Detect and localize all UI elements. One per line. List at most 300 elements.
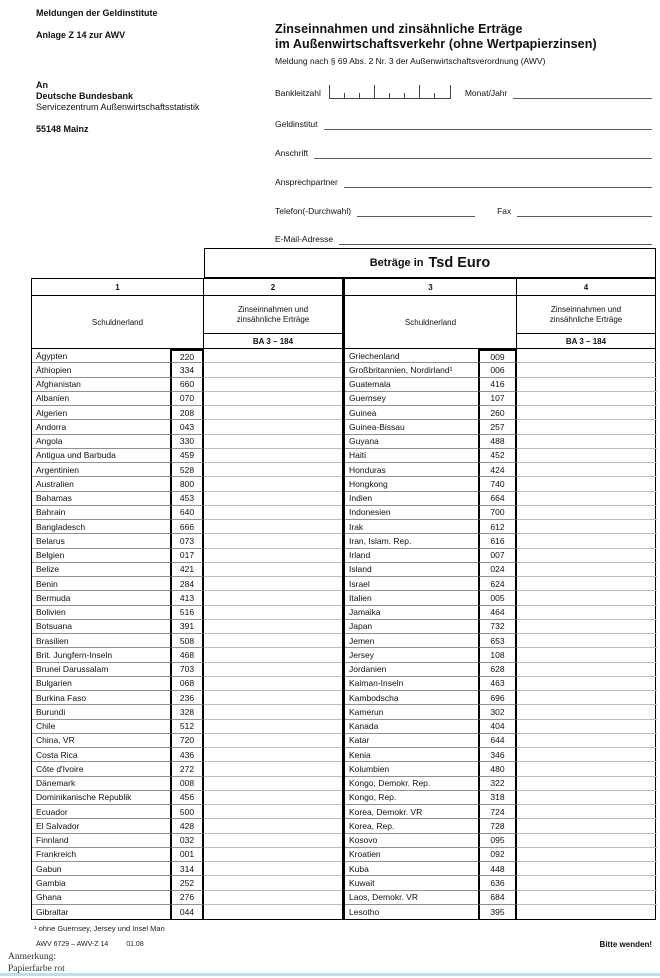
country-code: 508: [170, 634, 204, 648]
table-row: [32, 663, 342, 677]
country-code: 459: [170, 449, 204, 463]
table-row: [345, 435, 657, 449]
country-name: Bolivien: [32, 606, 170, 620]
table-row: [345, 577, 657, 591]
ansprechpartner-label: Ansprechpartner: [275, 177, 338, 187]
country-code: 404: [478, 720, 517, 734]
country-code: 070: [170, 392, 204, 406]
amount-cell[interactable]: [204, 420, 342, 434]
country-code: 073: [170, 534, 204, 548]
ba-code-right: BA 3 – 184: [517, 333, 655, 348]
amount-cell[interactable]: [204, 534, 342, 548]
country-code: 500: [170, 805, 204, 819]
bankleitzahl-row: [275, 86, 652, 99]
recipient-dept: Servicezentrum Außenwirtschaftsstatistik: [36, 102, 200, 112]
amount-cell[interactable]: [204, 777, 342, 791]
country-name: Ecuador: [32, 805, 170, 819]
table-row: [32, 392, 342, 406]
table-row: [345, 463, 657, 477]
form-title-line1: Zinseinnahmen und zinsähnliche Erträge: [275, 22, 523, 36]
form-number: AWV 6729 – AWV-Z 14: [36, 941, 109, 948]
ba-code-left: BA 3 – 184: [204, 333, 342, 348]
country-name: Großbritannien, Nordirland¹: [345, 363, 478, 377]
country-code: 334: [170, 363, 204, 377]
bankleitzahl-digit-cell[interactable]: [375, 85, 390, 98]
geldinstitut-label: Geldinstitut: [275, 119, 318, 129]
country-name: Côte d'Ivoire: [32, 762, 170, 776]
country-name: Korea, Demokr. VR: [345, 805, 478, 819]
country-name: Irak: [345, 520, 478, 534]
amount-cell[interactable]: [517, 648, 657, 662]
table-grid: [31, 278, 656, 920]
amount-cell[interactable]: [517, 762, 657, 776]
amount-cell[interactable]: [204, 406, 342, 420]
country-code: 107: [478, 392, 517, 406]
schuldnerland-header-right: Schuldnerland: [345, 296, 517, 348]
country-code: 346: [478, 748, 517, 762]
bankleitzahl-digit-cell[interactable]: [405, 85, 420, 98]
country-name: Hongkong: [345, 477, 478, 491]
country-name: Lesotho: [349, 906, 380, 917]
amount-cell[interactable]: [517, 463, 657, 477]
country-name: Korea, Rep.: [345, 819, 478, 833]
bankleitzahl-digit-cell[interactable]: [345, 85, 360, 98]
table-row: [345, 720, 657, 734]
form-number-line: [36, 941, 144, 948]
email-input[interactable]: [339, 234, 652, 245]
report-type-label: Meldungen der Geldinstitute: [36, 8, 158, 18]
table-row: [345, 591, 657, 605]
country-code: 284: [170, 577, 204, 591]
table-row: [32, 449, 342, 463]
amount-cell[interactable]: [517, 392, 657, 406]
amount-cell[interactable]: [204, 891, 342, 905]
country-code: 612: [478, 520, 517, 534]
table-row: [345, 762, 657, 776]
table-row: [345, 378, 657, 392]
country-name: Irland: [345, 549, 478, 563]
country-code: 653: [478, 634, 517, 648]
country-name: Bahrain: [32, 506, 170, 520]
zins-header-left: [204, 296, 342, 348]
table-row: [345, 663, 657, 677]
country-name: Albanien: [32, 392, 170, 406]
country-name: Algerien: [32, 406, 170, 420]
amount-cell[interactable]: [204, 492, 342, 506]
email-label: E-Mail-Adresse: [275, 234, 334, 244]
amount-cell[interactable]: [517, 549, 657, 563]
turn-over-note: Bitte wenden!: [599, 940, 652, 949]
fax-input[interactable]: [517, 206, 652, 217]
table-row: [32, 834, 342, 848]
form-date: 01.08: [126, 941, 144, 948]
amount-cell[interactable]: [517, 777, 657, 791]
table-row: [32, 876, 342, 890]
country-code: 464: [478, 606, 517, 620]
bankleitzahl-digit-cell[interactable]: [390, 85, 405, 98]
country-code: 740: [478, 477, 517, 491]
table-row: [345, 420, 657, 434]
country-name: Angola: [32, 435, 170, 449]
amount-cell[interactable]: [204, 691, 342, 705]
country-name: Frankreich: [32, 848, 170, 862]
amount-cell[interactable]: [204, 620, 342, 634]
amount-cell[interactable]: [517, 848, 657, 862]
table-row: [32, 705, 342, 719]
amount-cell[interactable]: [204, 791, 342, 805]
country-name: Israel: [345, 577, 478, 591]
country-name: Iran, Islam. Rep.: [345, 534, 478, 548]
amount-cell[interactable]: [204, 392, 342, 406]
table-row: [345, 534, 657, 548]
amount-cell[interactable]: [517, 734, 657, 748]
column-number-3: 3: [345, 279, 517, 295]
amount-cell[interactable]: [517, 677, 657, 691]
country-name: Haiti: [345, 449, 478, 463]
amount-cell[interactable]: [517, 805, 657, 819]
country-code: 728: [478, 819, 517, 833]
amount-cell[interactable]: [517, 720, 657, 734]
bankleitzahl-label: Bankleitzahl: [275, 88, 321, 98]
country-code: 252: [170, 876, 204, 890]
table-row: [32, 349, 342, 363]
table-row: [32, 506, 342, 520]
amount-cell[interactable]: [204, 435, 342, 449]
amount-cell[interactable]: [517, 577, 657, 591]
table-row: [32, 620, 342, 634]
amount-cell[interactable]: [517, 634, 657, 648]
country-code: 800: [170, 477, 204, 491]
form-title-line2: im Außenwirtschaftsverkehr (ohne Wertpapierzinsen): [275, 37, 597, 51]
amount-cell[interactable]: [517, 891, 657, 905]
ansprechpartner-row: [275, 175, 652, 188]
amount-cell[interactable]: [204, 705, 342, 719]
amount-cell[interactable]: [517, 591, 657, 605]
country-code: 068: [170, 677, 204, 691]
recipient-name: Deutsche Bundesbank: [36, 91, 134, 101]
country-name: Brasilien: [32, 634, 170, 648]
amount-cell[interactable]: [204, 363, 342, 377]
country-name: Kambodscha: [345, 691, 478, 705]
table-body: [32, 349, 655, 919]
amount-cell[interactable]: [517, 905, 657, 919]
country-name: Andorra: [32, 420, 170, 434]
amount-cell[interactable]: [204, 349, 342, 363]
amount-cell[interactable]: [204, 762, 342, 776]
country-code: 032: [170, 834, 204, 848]
country-code: 452: [478, 449, 517, 463]
table-row: [32, 762, 342, 776]
amount-cell[interactable]: [204, 449, 342, 463]
table-row: [345, 777, 657, 791]
country-code: 236: [170, 691, 204, 705]
table-row: [32, 606, 342, 620]
table-row: [32, 648, 342, 662]
country-code: 095: [478, 834, 517, 848]
column-number-1: 1: [32, 279, 204, 295]
amount-cell[interactable]: [204, 663, 342, 677]
amount-cell[interactable]: [204, 648, 342, 662]
table-row: [345, 891, 657, 905]
telefon-label: Telefon(-Durchwahl): [275, 206, 352, 216]
amount-cell[interactable]: [517, 406, 657, 420]
amount-cell[interactable]: [204, 378, 342, 392]
amount-cell[interactable]: [204, 905, 342, 919]
table-row: [32, 634, 342, 648]
table-row: [345, 748, 657, 762]
amount-cell[interactable]: [517, 449, 657, 463]
table-row: [345, 734, 657, 748]
table-row: [345, 449, 657, 463]
country-name: Chile: [32, 720, 170, 734]
recipient-city: 55148 Mainz: [36, 124, 89, 134]
country-code: 724: [478, 805, 517, 819]
amount-cell[interactable]: [204, 734, 342, 748]
table-row: [32, 591, 342, 605]
table-row: [32, 420, 342, 434]
amount-cell[interactable]: [204, 506, 342, 520]
zins-header-right: [517, 296, 655, 348]
table-row: [32, 577, 342, 591]
country-name: Belarus: [32, 534, 170, 548]
table-row: [32, 363, 342, 377]
country-name: Antigua und Barbuda: [32, 449, 170, 463]
country-code: 005: [478, 591, 517, 605]
country-code: 220: [170, 349, 204, 363]
country-name: Guinea-Bissau: [345, 420, 478, 434]
amount-cell[interactable]: [204, 862, 342, 876]
amount-cell[interactable]: [517, 506, 657, 520]
amount-cell[interactable]: [204, 606, 342, 620]
country-name: Kolumbien: [345, 762, 478, 776]
country-code: 322: [478, 777, 517, 791]
amount-cell[interactable]: [517, 663, 657, 677]
country-code: 395: [478, 905, 517, 919]
table-row: [32, 492, 342, 506]
amount-cell[interactable]: [517, 534, 657, 548]
country-name: Belize: [32, 563, 170, 577]
amounts-header-label: Beträge in: [369, 257, 424, 269]
telefon-input[interactable]: [357, 206, 475, 217]
country-code: 421: [170, 563, 204, 577]
country-name: Indien: [345, 492, 478, 506]
country-name: Jersey: [345, 648, 478, 662]
country-name: Brit. Jungfern-Inseln: [32, 648, 170, 662]
fax-label: Fax: [497, 206, 512, 216]
amount-cell[interactable]: [517, 420, 657, 434]
table-row: [32, 734, 342, 748]
country-name: Afghanistan: [32, 378, 170, 392]
annotation-line2: Papierfarbe rot: [8, 963, 65, 974]
country-code: 616: [478, 534, 517, 548]
bankleitzahl-digit-cell[interactable]: [435, 85, 450, 98]
amount-cell[interactable]: [517, 620, 657, 634]
country-name: Island: [345, 563, 478, 577]
table-row: [345, 492, 657, 506]
country-code: 302: [478, 705, 517, 719]
country-code: 468: [170, 648, 204, 662]
country-code: 512: [170, 720, 204, 734]
country-name: Ägypten: [32, 349, 170, 363]
country-name: Guernsey: [345, 392, 478, 406]
country-name: Argentinien: [32, 463, 170, 477]
table-row: [345, 363, 657, 377]
amount-cell[interactable]: [517, 477, 657, 491]
scan-edge-line: [0, 973, 660, 976]
amount-cell[interactable]: [204, 720, 342, 734]
sender-block: [36, 8, 200, 135]
country-name: Kosovo: [345, 834, 478, 848]
bankleitzahl-digit-cell[interactable]: [330, 85, 345, 98]
table-row: [345, 406, 657, 420]
amount-cell[interactable]: [517, 563, 657, 577]
table-row: [345, 819, 657, 833]
table-row: [345, 791, 657, 805]
table-row: [345, 506, 657, 520]
country-code: 260: [478, 406, 517, 420]
country-code: 644: [478, 734, 517, 748]
table-row: [32, 534, 342, 548]
table-row: [32, 378, 342, 392]
column-number-row: [32, 279, 655, 296]
country-code: 660: [170, 378, 204, 392]
country-name: Dominikanische Republik: [32, 791, 170, 805]
country-name: Ghana: [32, 891, 170, 905]
amount-cell[interactable]: [204, 477, 342, 491]
country-code: 092: [478, 848, 517, 862]
amount-cell[interactable]: [517, 363, 657, 377]
country-name: Bulgarien: [32, 677, 170, 691]
country-code: 007: [478, 549, 517, 563]
amount-cell[interactable]: [517, 876, 657, 890]
amount-cell[interactable]: [517, 748, 657, 762]
amount-cell[interactable]: [204, 805, 342, 819]
country-code: 272: [170, 762, 204, 776]
amount-cell[interactable]: [204, 591, 342, 605]
amount-cell[interactable]: [204, 549, 342, 563]
bankleitzahl-input[interactable]: [329, 85, 451, 99]
monat-jahr-label: Monat/Jahr: [464, 88, 508, 98]
amount-cell[interactable]: [517, 691, 657, 705]
country-name: Gambia: [32, 876, 170, 890]
amount-cell[interactable]: [204, 819, 342, 833]
country-name: Gibraltar: [36, 906, 69, 917]
country-name: Jemen: [345, 634, 478, 648]
amount-cell[interactable]: [517, 492, 657, 506]
table-row: [345, 549, 657, 563]
ansprechpartner-input[interactable]: [344, 177, 652, 188]
table-row: [345, 848, 657, 862]
country-code: 640: [170, 506, 204, 520]
footnote: ¹ ohne Guernsey, Jersey und Insel Man: [34, 924, 165, 933]
amount-cell[interactable]: [204, 848, 342, 862]
monat-jahr-input[interactable]: [513, 88, 652, 99]
zins-label-line2: zinsähnliche Erträge: [549, 314, 623, 324]
country-name: Botsuana: [32, 620, 170, 634]
country-name: Burundi: [32, 705, 170, 719]
amount-cell[interactable]: [204, 563, 342, 577]
amount-cell[interactable]: [517, 520, 657, 534]
country-name: Jordanien: [345, 663, 478, 677]
title-block: [275, 22, 655, 66]
form-subtitle: Meldung nach § 69 Abs. 2 Nr. 3 der Außenwirtschaftsverordnung (AWV): [275, 56, 546, 66]
table-row: [32, 848, 342, 862]
table-row: [345, 805, 657, 819]
table-row: [32, 819, 342, 833]
country-code: 257: [478, 420, 517, 434]
paper-color-annotation: [8, 952, 65, 975]
country-code: 628: [478, 663, 517, 677]
amount-cell[interactable]: [517, 435, 657, 449]
amount-cell[interactable]: [517, 834, 657, 848]
table-row: [345, 705, 657, 719]
table-row: [32, 805, 342, 819]
table-row: [345, 349, 657, 363]
amount-cell[interactable]: [204, 577, 342, 591]
table-row: [32, 463, 342, 477]
table-row: [345, 876, 657, 890]
table-row: [32, 549, 342, 563]
amount-cell[interactable]: [517, 378, 657, 392]
amount-cell[interactable]: [517, 862, 657, 876]
amount-cell[interactable]: [517, 606, 657, 620]
column-number-4: 4: [583, 282, 589, 292]
country-name: Guyana: [345, 435, 478, 449]
bankleitzahl-digit-cell[interactable]: [420, 85, 435, 98]
country-name: Bangladesch: [32, 520, 170, 534]
table-row: [345, 691, 657, 705]
amount-cell[interactable]: [517, 819, 657, 833]
amount-cell[interactable]: [204, 834, 342, 848]
country-name: Brunei Darussalam: [32, 663, 170, 677]
country-name: Belgien: [32, 549, 170, 563]
left-country-rows: [32, 349, 342, 919]
country-name: Kenia: [345, 748, 478, 762]
bankleitzahl-digit-cell[interactable]: [360, 85, 375, 98]
amount-cell[interactable]: [204, 520, 342, 534]
geldinstitut-input[interactable]: [324, 119, 652, 130]
geldinstitut-row: [275, 117, 652, 130]
country-code: 391: [170, 620, 204, 634]
country-code: 008: [170, 777, 204, 791]
amount-cell[interactable]: [204, 748, 342, 762]
country-code: 330: [170, 435, 204, 449]
amount-cell[interactable]: [204, 677, 342, 691]
country-code: 732: [478, 620, 517, 634]
country-name: Australien: [32, 477, 170, 491]
amount-cell[interactable]: [204, 876, 342, 890]
table-row: [32, 563, 342, 577]
amount-cell[interactable]: [204, 634, 342, 648]
country-code: 276: [170, 891, 204, 905]
country-name: Honduras: [345, 463, 478, 477]
table-row: [32, 905, 342, 919]
amount-cell[interactable]: [517, 349, 657, 363]
table-row: [32, 691, 342, 705]
country-code: 043: [170, 420, 204, 434]
table-row: [345, 677, 657, 691]
schuldnerland-header-left: Schuldnerland: [32, 296, 204, 348]
amount-cell[interactable]: [517, 705, 657, 719]
country-code: 416: [478, 378, 517, 392]
amount-cell[interactable]: [204, 463, 342, 477]
amount-cell[interactable]: [517, 791, 657, 805]
table-row: [32, 891, 342, 905]
country-name: Benin: [32, 577, 170, 591]
table-row: [32, 791, 342, 805]
table-row: [345, 905, 657, 919]
anschrift-input[interactable]: [314, 148, 652, 159]
